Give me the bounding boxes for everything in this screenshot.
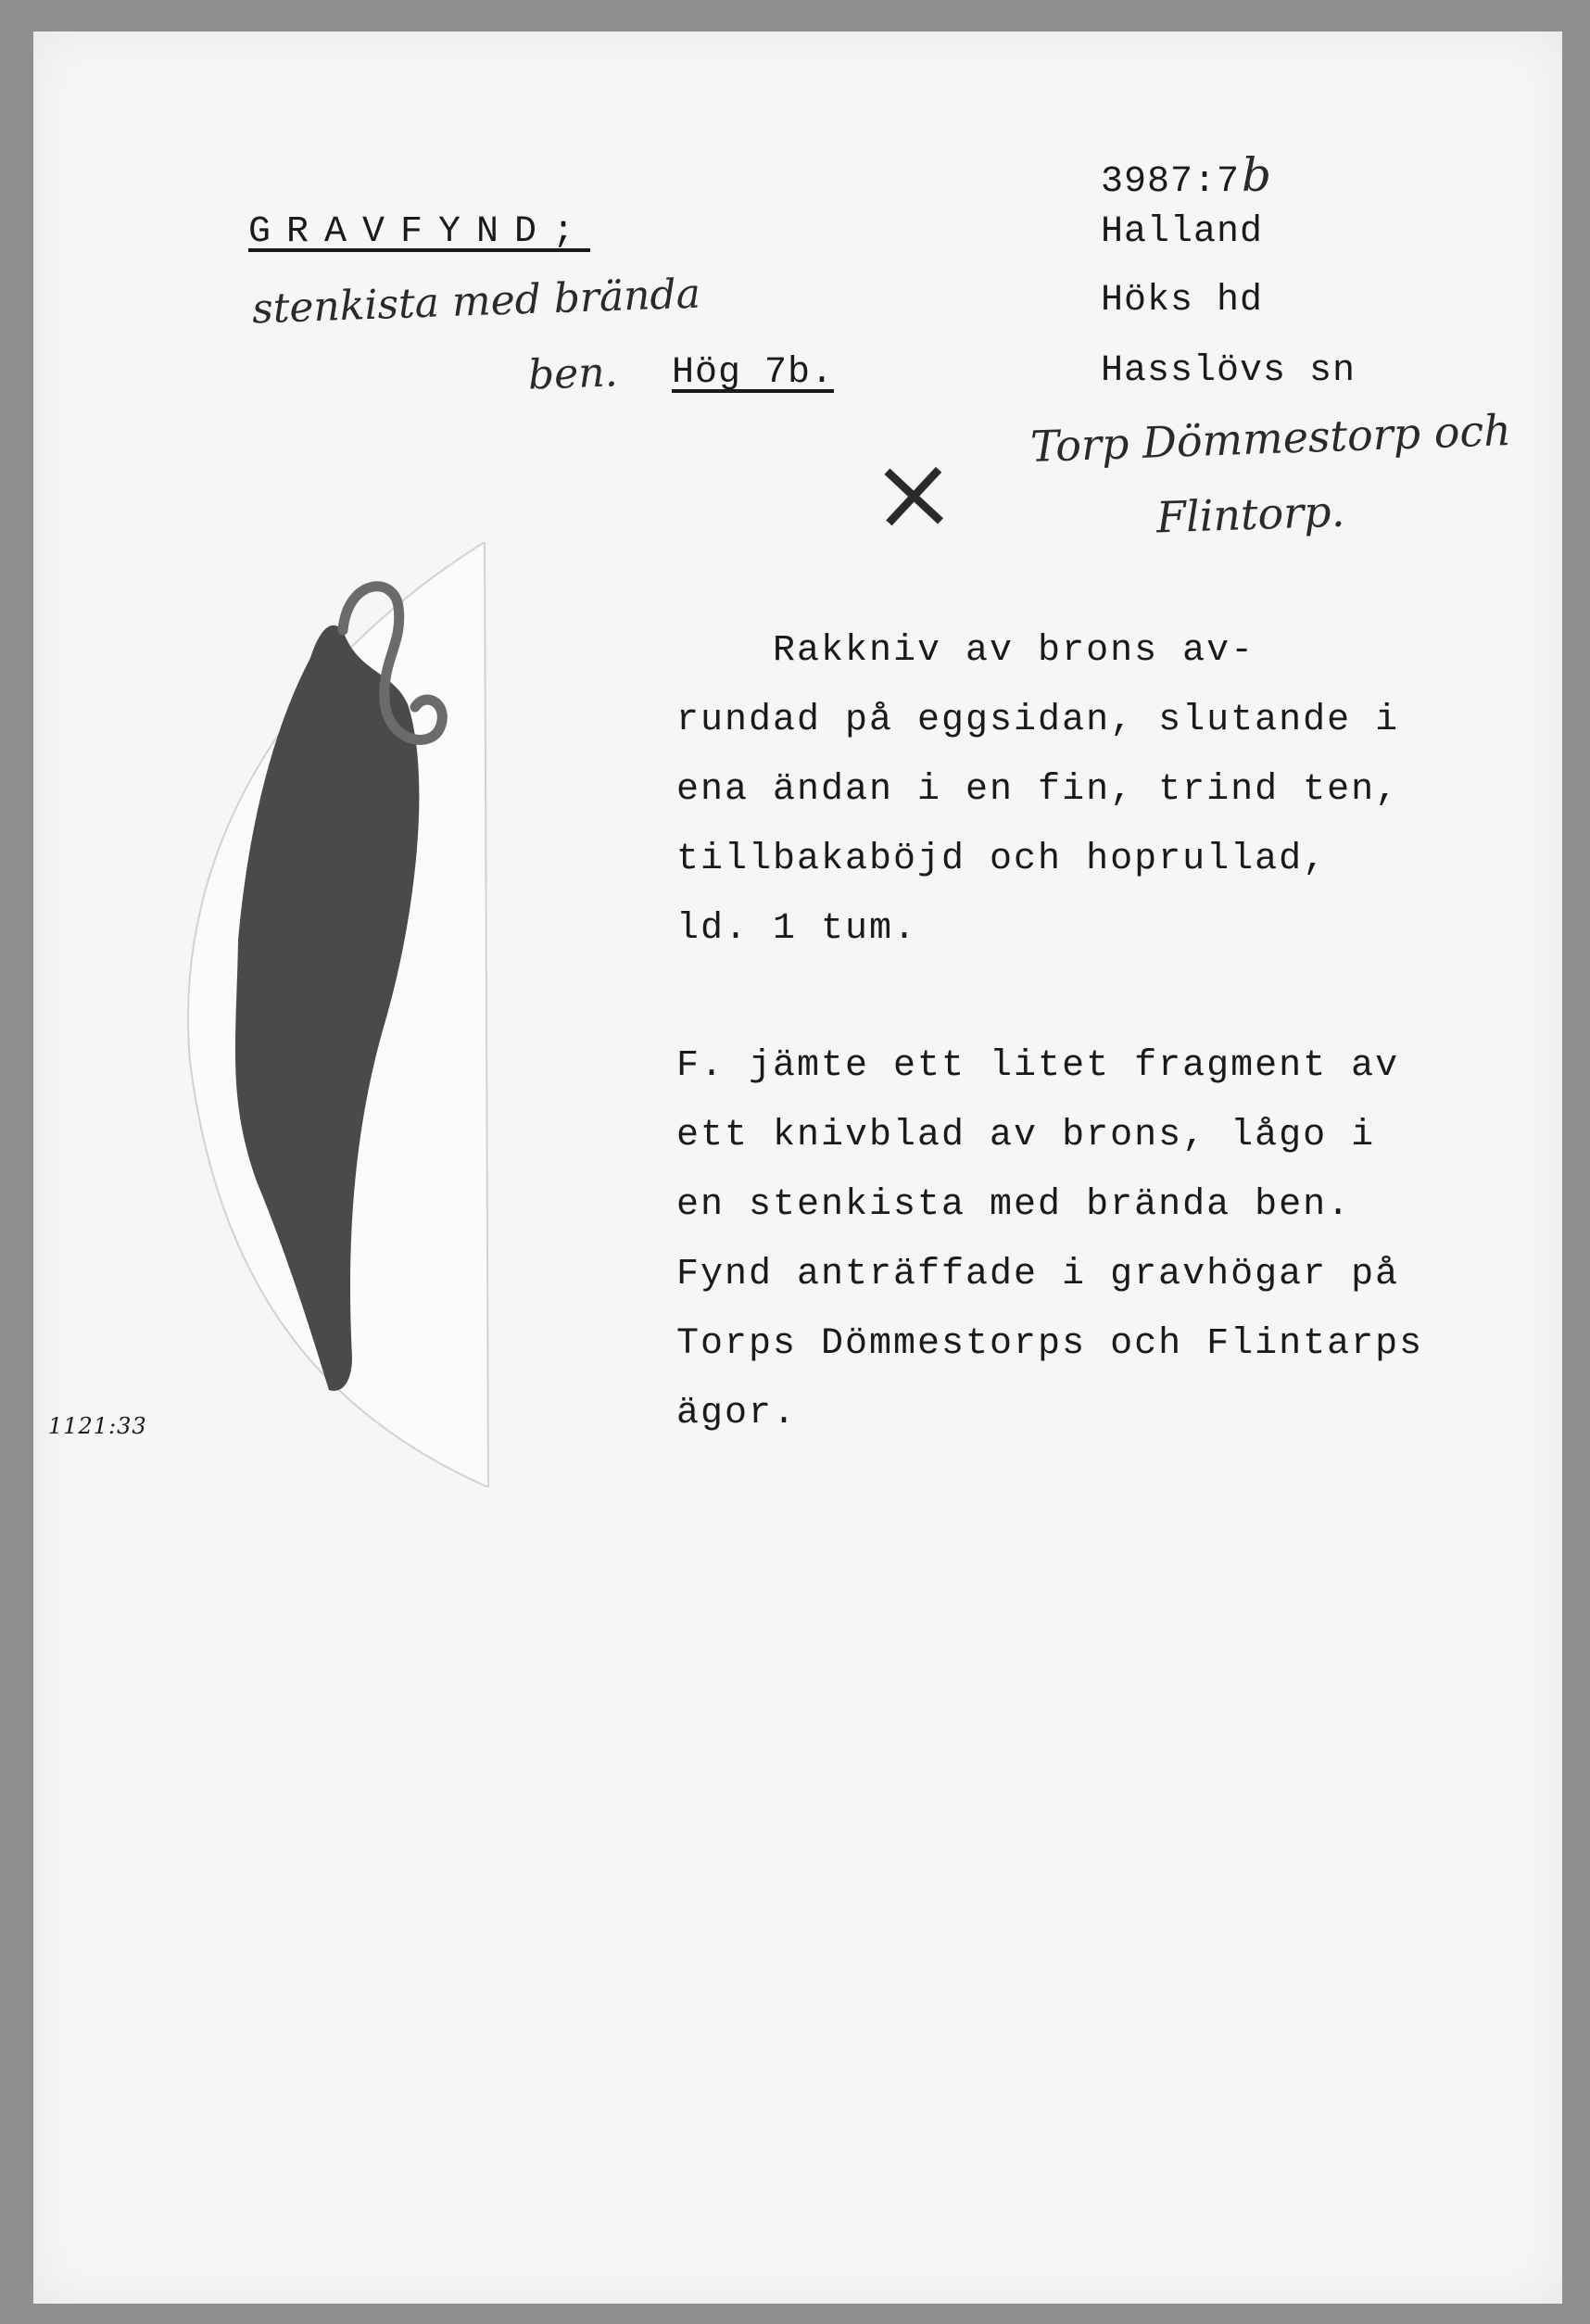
- description-line: ägor.: [676, 1393, 798, 1434]
- description-line: rundad på eggsidan, slutande i: [676, 700, 1400, 741]
- district: Höks hd: [1101, 280, 1264, 322]
- inventory-suffix-handwritten: b: [1242, 148, 1273, 202]
- photo-catalog-number: 1121:33: [48, 1413, 147, 1439]
- description-line: ett knivblad av brons, lågo i: [676, 1115, 1376, 1156]
- cross-mark: ×: [868, 432, 959, 554]
- parish: Hasslövs sn: [1101, 350, 1357, 392]
- artifact-photo: [153, 542, 524, 1487]
- description-line: tillbakaböjd och hoprullad,: [676, 839, 1328, 880]
- razor-image: [153, 542, 524, 1487]
- description-line: Fynd anträffade i gravhögar på: [676, 1254, 1400, 1295]
- category-title: GRAVFYND;: [248, 211, 591, 253]
- inventory-number: [1101, 148, 1272, 203]
- category-handwritten-note: stenkista med brända: [251, 270, 701, 334]
- description-line: ld. 1 tum.: [676, 908, 918, 950]
- description-line: ena ändan i en fin, trind ten,: [676, 769, 1400, 811]
- description-line: F. jämte ett litet fragment av: [676, 1045, 1400, 1087]
- place-handwritten-line-1: Torp Dömmestorp och: [1029, 404, 1512, 473]
- description-line: Torps Dömmestorps och Flintarps: [676, 1323, 1424, 1365]
- category-handwritten-note-2: ben.: [527, 348, 619, 399]
- description-line: Rakkniv av brons av-: [676, 630, 1256, 672]
- inventory-number-typed: 3987:7: [1101, 161, 1241, 203]
- place-handwritten-line-2: Flintorp.: [1155, 486, 1346, 543]
- mound-label: Hög 7b.: [672, 352, 835, 394]
- description-line: en stenkista med brända ben.: [676, 1184, 1352, 1226]
- province: Halland: [1101, 211, 1264, 253]
